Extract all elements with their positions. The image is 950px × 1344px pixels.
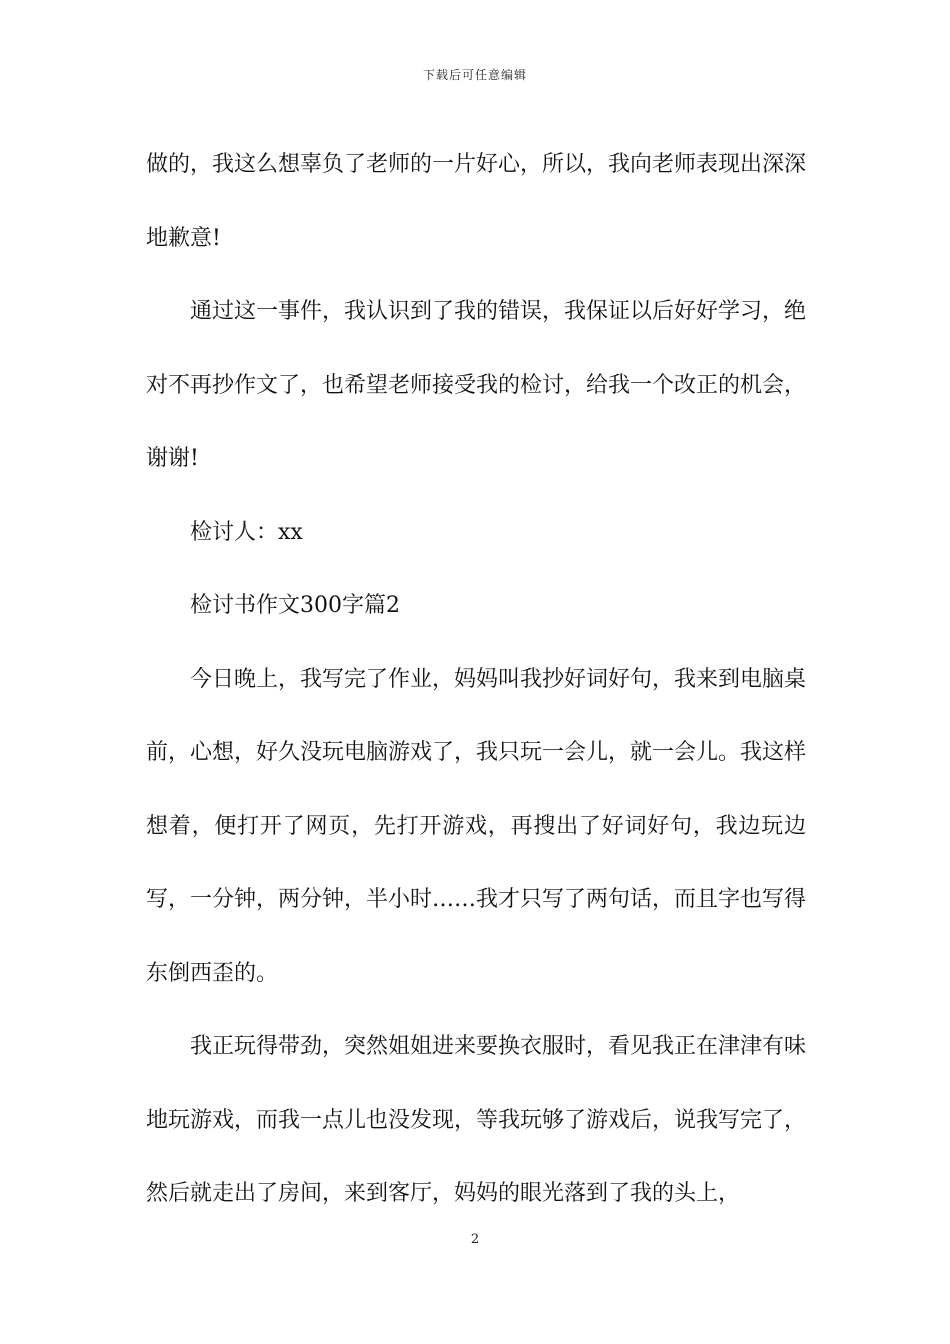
signature-line: 检讨人：xx [190, 519, 303, 545]
paragraph-3: 今日晚上，我写完了作业，妈妈叫我抄好词好句，我来到电脑桌前，心想，好久没玩电脑游戏了，我只玩一会儿，就一会儿。我这样想着，便打开了网页，先打开游戏，再搜出了好词好句，我边玩边写，一分钟，两分钟，半小时……我才只写了两句话，而且字也写得东倒西歪的。 [146, 666, 807, 986]
document-body [146, 128, 806, 1231]
paragraph-2: 通过这一事件，我认识到了我的错误，我保证以后好好学习，绝对不再抄作文了，也希望老师接受我的检讨，给我一个改正的机会，谢谢! [146, 299, 807, 471]
page-number: 2 [470, 1232, 480, 1247]
page-header: 下载后可任意编辑 [422, 68, 527, 82]
paragraph-4: 我正玩得带劲，突然姐姐进来要换衣服时，看见我正在津津有味地玩游戏，而我一点儿也没发现，等我玩够了游戏后，说我写完了，然后就走出了房间，来到客厅，妈妈的眼光落到了我的头上， [146, 1034, 807, 1206]
section-heading: 检讨书作文300字篇2 [190, 593, 400, 618]
paragraph-1: 做的，我这么想辜负了老师的一片好心，所以，我向老师表现出深深地歉意! [146, 152, 807, 251]
